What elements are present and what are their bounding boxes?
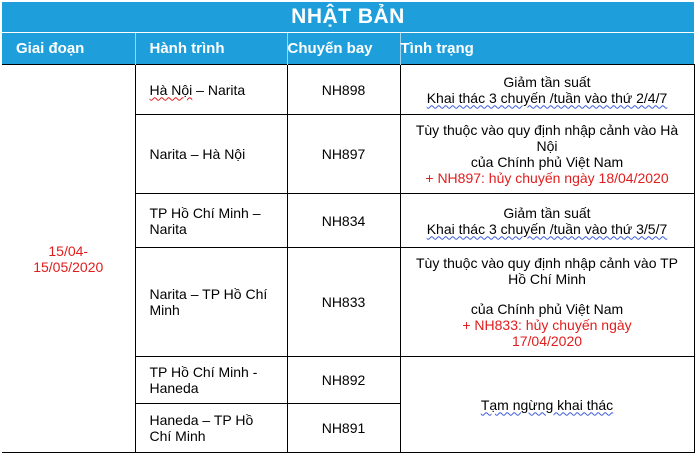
status-cell: Giảm tần suất Khai thác 3 chuyến /tuần vào thứ 2/4/7 [400, 65, 694, 115]
flight-cell: NH891 [287, 404, 400, 453]
header-flight: Chuyến bay [287, 33, 400, 65]
route-cell: Hà Nội – Narita [135, 65, 287, 115]
flight-cell: NH898 [287, 65, 400, 115]
route-cell: TP Hồ Chí Minh - Haneda [135, 357, 287, 404]
country-title: NHẬT BẢN [2, 2, 694, 32]
flight-cell: NH833 [287, 248, 400, 357]
route-cell: Haneda – TP Hồ Chí Minh [135, 404, 287, 453]
flight-cell: NH897 [287, 115, 400, 194]
flight-table [2, 33, 695, 453]
suspended-cell: Tạm ngừng khai thác [400, 357, 694, 453]
route-cell: Narita – TP Hồ Chí Minh [135, 248, 287, 357]
period-line-1: 15/04- [48, 242, 89, 259]
period-line-2: 15/05/2020 [33, 258, 104, 275]
route-cell: Narita – Hà Nội [135, 115, 287, 194]
header-status: Tình trạng [400, 33, 694, 65]
period-cell [2, 65, 135, 453]
route-cell: TP Hồ Chí Minh – Narita [135, 194, 287, 248]
header-row [2, 33, 694, 65]
flight-cell: NH892 [287, 357, 400, 404]
status-cell: Tùy thuộc vào quy định nhập cảnh vào Hà Nội của Chính phủ Việt Nam + NH897: hủy chuyến ngày 18/04/2020 [400, 115, 694, 194]
status-cell: Giảm tần suất Khai thác 3 chuyến /tuần vào thứ 3/5/7 [400, 194, 694, 248]
header-period: Giai đoạn [2, 33, 135, 65]
table-row [2, 65, 694, 115]
header-route: Hành trình [135, 33, 287, 65]
flight-cell: NH834 [287, 194, 400, 248]
status-cell: Tùy thuộc vào quy định nhập cảnh vào TP Hồ Chí Minh của Chính phủ Việt Nam + NH833: hủy chuyến ngày 17/04/2020 [400, 248, 694, 357]
